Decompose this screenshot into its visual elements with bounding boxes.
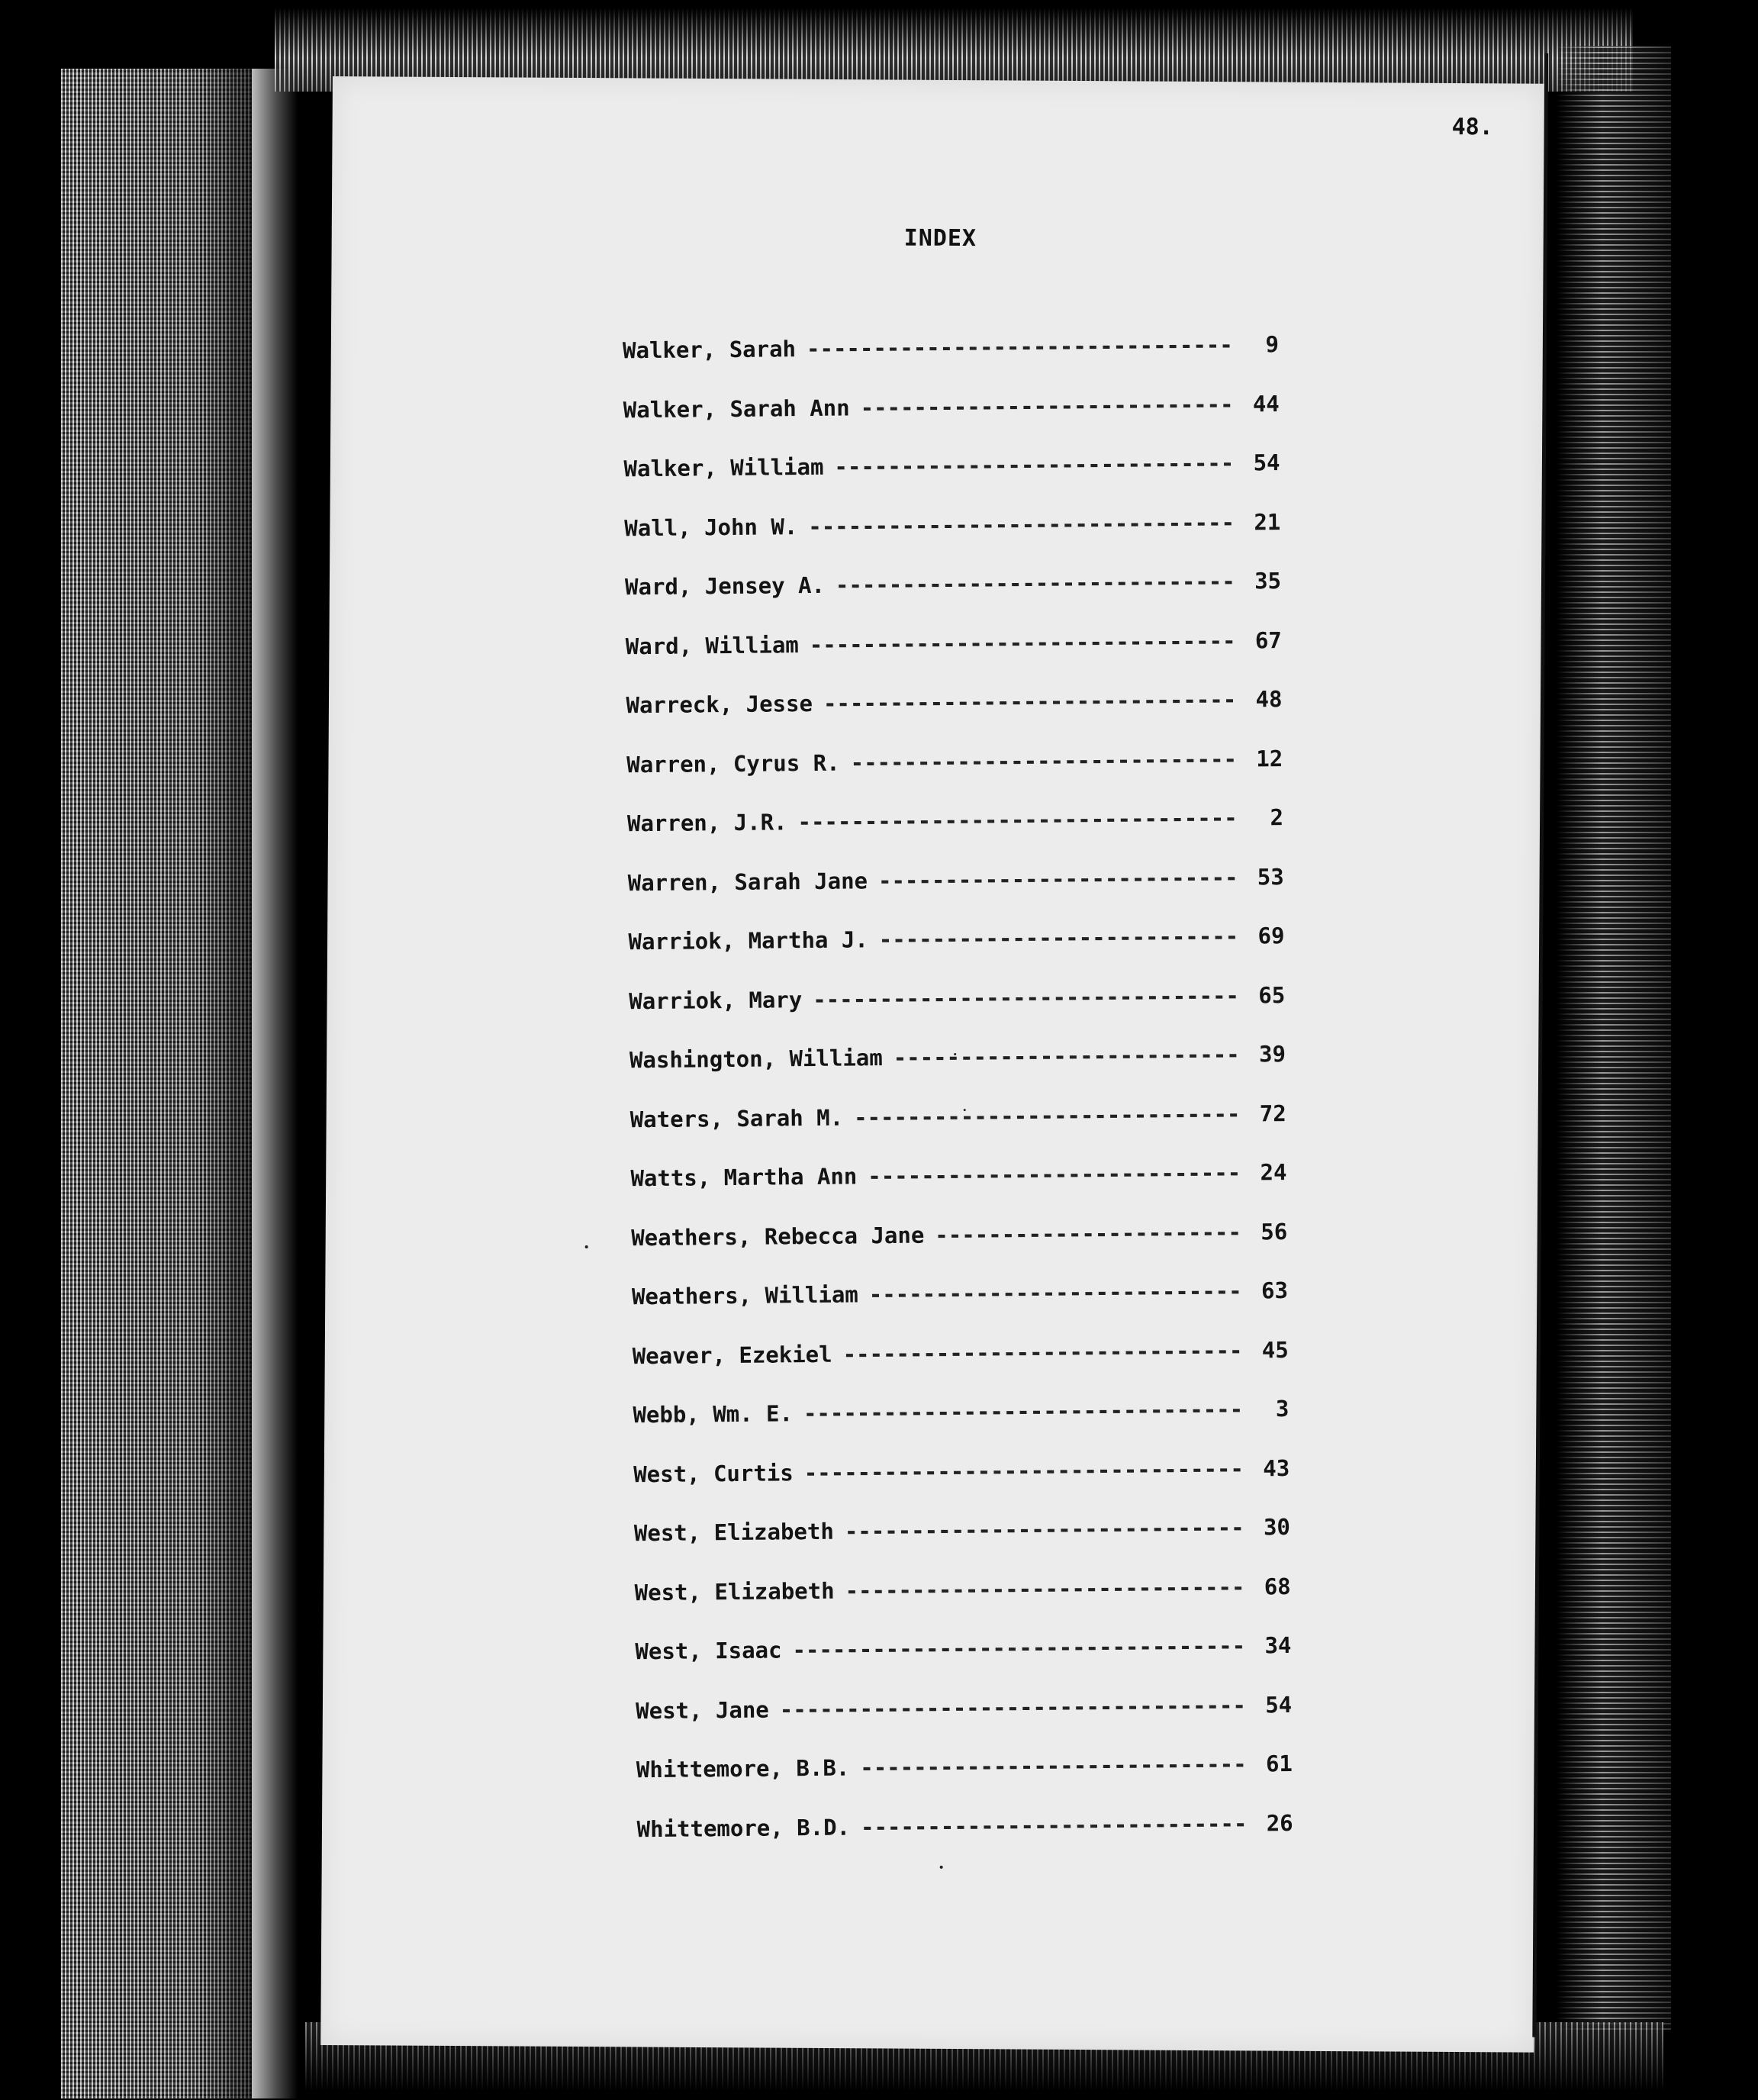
entry-page-number: 69	[1257, 923, 1285, 949]
dot-leader	[804, 1455, 1243, 1486]
entry-page-number: 21	[1254, 508, 1281, 535]
dot-leader	[813, 982, 1238, 1012]
entry-name: West, Jane	[636, 1696, 769, 1724]
entry-name: Warreck, Jesse	[626, 690, 813, 719]
dot-leader	[869, 1278, 1241, 1308]
index-entry	[623, 331, 1280, 397]
ink-speck	[964, 1109, 966, 1111]
index-entry	[628, 923, 1285, 988]
entry-page-number: 26	[1266, 1809, 1293, 1836]
entry-name: Webb, Wm. E.	[633, 1400, 794, 1428]
entry-name: Walker, Sarah Ann	[623, 394, 850, 423]
entry-name: Watts, Martha Ann	[630, 1163, 858, 1192]
index-entry	[629, 982, 1286, 1048]
index-entry	[637, 1809, 1294, 1875]
page-edge-shadow	[252, 69, 298, 2098]
entry-page-number: 9	[1265, 331, 1280, 358]
entry-name: Warriok, Martha J.	[628, 926, 868, 955]
entry-name: Walker, Sarah	[622, 336, 797, 364]
entry-page-number: 67	[1254, 626, 1282, 653]
page-title: INDEX	[903, 224, 977, 253]
dot-leader	[834, 450, 1232, 480]
index-entry	[624, 509, 1281, 575]
entry-page-number: 45	[1261, 1336, 1289, 1363]
entry-name: Walker, William	[623, 453, 824, 482]
dot-leader	[845, 1573, 1243, 1603]
dot-leader	[803, 1396, 1242, 1427]
dot-leader	[810, 627, 1235, 657]
index-entry	[627, 804, 1284, 870]
dot-leader	[842, 1337, 1241, 1367]
entry-page-number: 44	[1252, 390, 1280, 417]
page-number: 48.	[1451, 113, 1493, 141]
dot-leader	[792, 1633, 1244, 1664]
dot-leader	[850, 746, 1235, 775]
entry-name: West, Elizabeth	[633, 1518, 835, 1547]
ink-speck	[954, 1053, 956, 1055]
dot-leader	[861, 1810, 1246, 1840]
index-entry	[630, 1159, 1287, 1225]
entry-name: Warriok, Mary	[629, 986, 803, 1014]
entry-page-number: 12	[1256, 745, 1283, 771]
index-entry	[626, 746, 1283, 811]
entry-page-number: 3	[1275, 1396, 1290, 1422]
index-entry	[628, 864, 1285, 929]
entry-name: Ward, William	[625, 631, 799, 659]
entry-page-number: 39	[1258, 1041, 1286, 1068]
entry-page-number: 34	[1264, 1631, 1292, 1659]
index-entry	[629, 1041, 1286, 1106]
index-entry	[632, 1277, 1289, 1343]
entry-name: Whittemore, B.B.	[636, 1754, 850, 1783]
entry-page-number: 54	[1253, 449, 1280, 476]
entry-name: Warren, Sarah Jane	[627, 867, 868, 896]
ink-speck	[585, 1245, 588, 1248]
entry-name: Washington, William	[629, 1045, 883, 1074]
index-entry	[631, 1219, 1288, 1284]
index-entry	[626, 627, 1283, 693]
entry-page-number: 63	[1261, 1277, 1289, 1304]
entry-name: West, Isaac	[635, 1637, 782, 1665]
entry-page-number: 24	[1260, 1159, 1287, 1186]
index-entry	[623, 449, 1280, 515]
index-entry	[633, 1396, 1290, 1461]
entry-name: Wall, John W.	[624, 513, 798, 541]
entry-page-number: 54	[1265, 1691, 1293, 1718]
scan-border-right	[1557, 46, 1671, 2030]
dot-leader	[807, 332, 1232, 362]
dot-leader	[868, 1160, 1239, 1190]
entry-name: West, Elizabeth	[634, 1577, 835, 1606]
index-entry	[634, 1514, 1291, 1580]
dot-leader	[797, 805, 1236, 836]
dot-leader	[845, 1515, 1243, 1544]
entry-name: Whittemore, B.D.	[636, 1814, 851, 1842]
page-fold-line	[1532, 53, 1548, 2037]
dot-leader	[854, 1100, 1239, 1130]
entry-page-number: 30	[1263, 1514, 1291, 1541]
index-entry	[633, 1455, 1290, 1521]
dot-leader	[879, 923, 1238, 953]
entry-page-number: 48	[1255, 686, 1283, 713]
ink-speck	[940, 1866, 943, 1869]
index-entry	[636, 1751, 1293, 1816]
entry-name: West, Curtis	[633, 1459, 794, 1487]
dot-leader	[893, 1042, 1239, 1071]
index-entry	[633, 1337, 1290, 1403]
paper-page	[320, 76, 1546, 2053]
dot-leader	[935, 1219, 1240, 1248]
index-entry	[635, 1573, 1292, 1638]
index-entry	[623, 391, 1280, 456]
entry-page-number: 65	[1258, 981, 1286, 1008]
entry-name: Weathers, Rebecca Jane	[631, 1222, 925, 1251]
entry-page-number: 35	[1254, 568, 1282, 594]
index-entry	[630, 1100, 1287, 1166]
index-entry	[625, 568, 1282, 633]
dot-leader	[860, 1751, 1245, 1781]
index-list	[623, 331, 1293, 1875]
index-entry	[636, 1691, 1293, 1757]
dot-leader	[823, 687, 1235, 717]
dot-leader	[780, 1692, 1245, 1722]
entry-name: Ward, Jensey A.	[624, 572, 826, 601]
entry-page-number: 56	[1261, 1218, 1288, 1245]
entry-page-number: 61	[1265, 1750, 1293, 1777]
entry-name: Warren, Cyrus R.	[626, 749, 840, 778]
entry-name: Weathers, William	[631, 1281, 858, 1310]
entry-page-number: 72	[1259, 1100, 1286, 1126]
entry-page-number: 43	[1263, 1454, 1290, 1481]
index-entry	[635, 1632, 1292, 1698]
dot-leader	[860, 391, 1232, 420]
entry-page-number: 53	[1257, 863, 1284, 890]
entry-name: Weaver, Ezekiel	[632, 1341, 832, 1369]
dot-leader	[808, 509, 1233, 539]
entry-name: Waters, Sarah M.	[629, 1104, 844, 1132]
entry-page-number: 2	[1270, 804, 1284, 831]
entry-page-number: 68	[1264, 1573, 1291, 1599]
index-entry	[626, 686, 1283, 752]
dot-leader	[878, 864, 1237, 894]
dot-leader	[836, 568, 1234, 598]
entry-name: Warren, J.R.	[626, 809, 787, 837]
